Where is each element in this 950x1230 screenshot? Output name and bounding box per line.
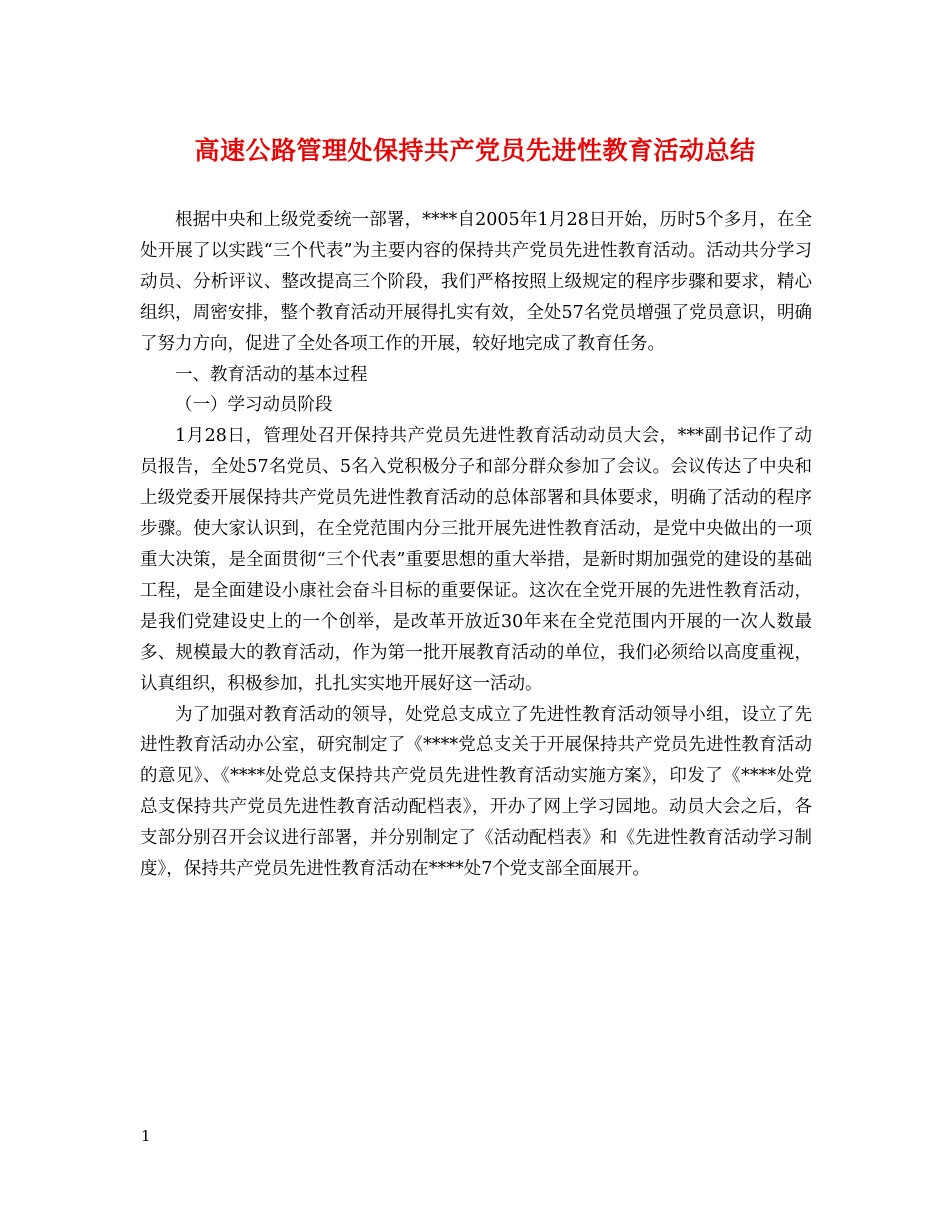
document-body — [140, 205, 812, 885]
subsection-heading: （一）学习动员阶段 — [175, 395, 333, 416]
paragraph-intro: 根据中央和上级党委统一部署，****自2005年1月28日开始，历时5个多月，在全处开展了以实践“三个代表”为主要内容的保持共产党员先进性教育活动。活动共分学习动员、分析评议、整改提高三个阶段，我们严格按照上级规定的程序步骤和要求，精心组织，周密安排，整个教育活动开展得扎实有效，全处57名党员增强了党员意识，明确了努力方向，促进了全处各项工作的开展，较好地完成了教育任务。 — [140, 210, 812, 354]
page-number: 1 — [141, 1127, 151, 1145]
section-heading: 一、教育活动的基本过程 — [175, 364, 368, 385]
document-title: 高速公路管理处保持共产党员先进性教育活动总结 — [194, 136, 756, 165]
paragraph-mobilization: 1月28日，管理处召开保持共产党员先进性教育活动动员大会，***副书记作了动员报告，全处57名党员、5名入党积极分子和部分群众参加了会议。会议传达了中央和上级党委开展保持共产党员先进性教育活动的总体部署和具体要求，明确了活动的程序步骤。使大家认识到，在全党范围内分三批开展先进性教育活动，是党中央做出的一项重大决策，是全面贯彻“三个代表”重要思想的重大举措，是新时期加强党的建设的基础工程，是全面建设小康社会奋斗目标的重要保证。这次在全党开展的先进性教育活动，是我们党建设史上的一个创举，是改革开放近30年来在全党范围内开展的一次人数最多、规模最大的教育活动，作为第一批开展教育活动的单位，我们必须给以高度重视，认真组织，积极参加，扎扎实实地开展好这一活动。 — [140, 426, 812, 694]
paragraph-leadership: 为了加强对教育活动的领导，处党总支成立了先进性教育活动领导小组，设立了先进性教育活动办公室，研究制定了《****党总支关于开展保持共产党员先进性教育活动的意见》、《****处党总支保持共产党员先进性教育活动实施方案》，印发了《****处党总支保持共产党员先进性教育活动配档表》，开办了网上学习园地。动员大会之后，各支部分别召开会议进行部署，并分别制定了《活动配档表》和《先进性教育活动学习制度》，保持共产党员先进性教育活动在****处7个党支部全面展开。 — [140, 704, 812, 880]
